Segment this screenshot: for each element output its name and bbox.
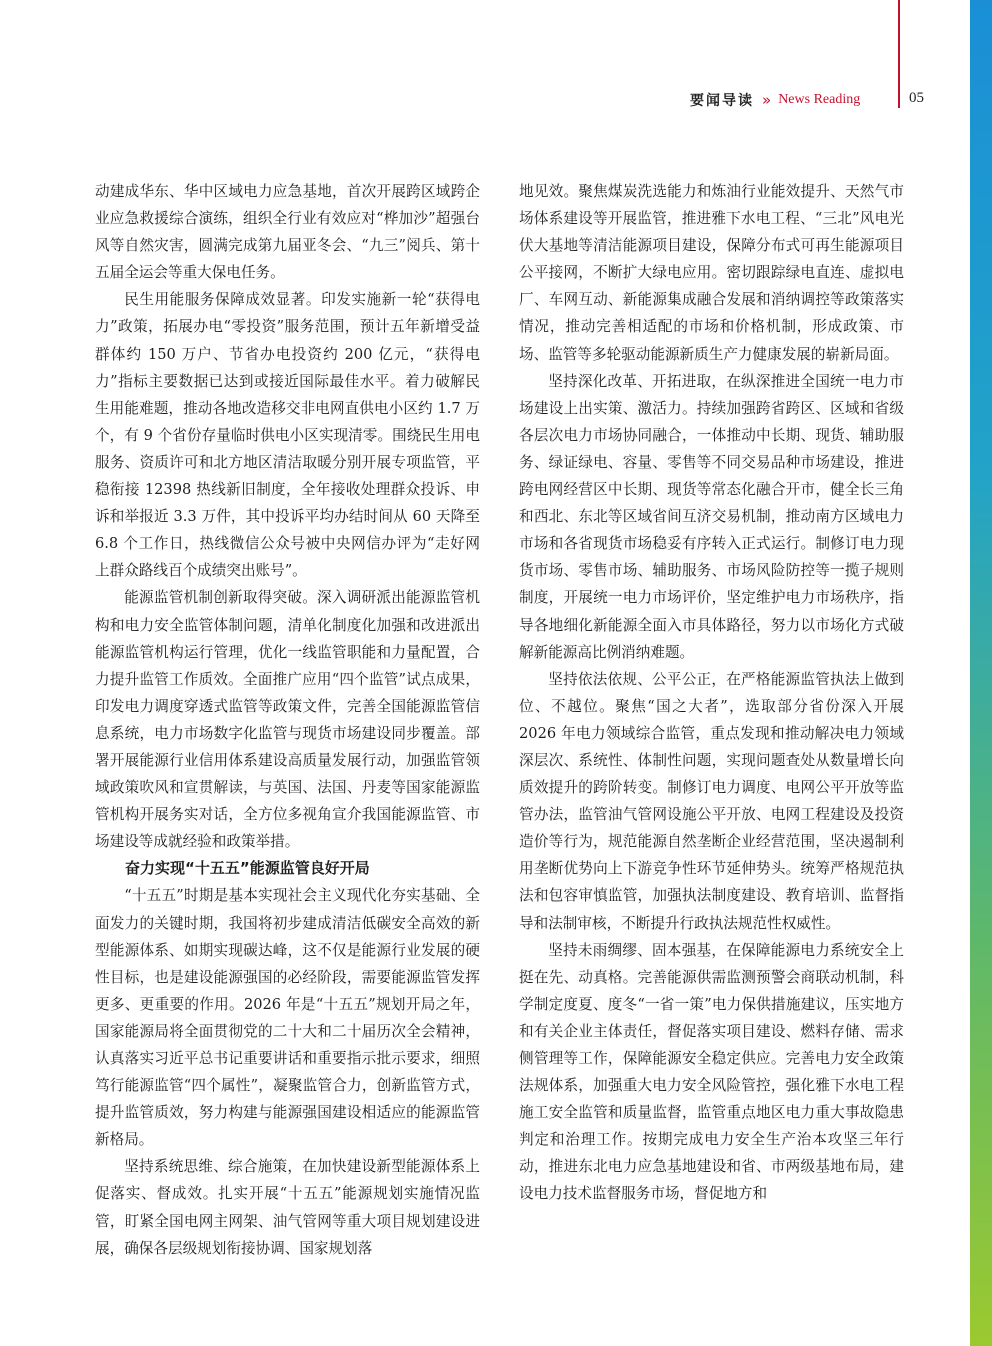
left-column (95, 178, 480, 1262)
paragraph: 能源监管机制创新取得突破。深入调研派出能源监管机构和电力安全监管体制问题，清单化制度化加强和改进派出能源监管机构运行管理，优化一线监管职能和力量配置，合力提升监管工作质效。全面推广应用“四个监管”试点成果，印发电力调度穿透式监管等政策文件，完善全国能源监管信息系统，电力市场数字化监管与现货市场建设同步覆盖。部署开展能源行业信用体系建设高质量发展行动，加强监管领域政策吹风和宣贯解读，与英国、法国、丹麦等国家能源监管机构开展务实对话，全方位多视角宣介我国能源监管、市场建设等成就经验和政策举措。 (95, 589, 480, 851)
paragraph: 民生用能服务保障成效显著。印发实施新一轮“获得电力”政策，拓展办电“零投资”服务范围，预计五年新增受益群体约 150 万户、节省办电投资约 200 亿元，“获得电力”指标主要数据已达到或接近国际最佳水平。着力破解民生用能难题，推动各地改造移交非电网直供电小区约 1.7 万个，有 9 个省份存量临时供电小区实现清零。围绕民生用电服务、资质许可和北方地区清洁取暖分别开展专项监管，平稳衔接 12398 热线新旧制度，全年接收处理群众投诉、申诉和举报近 3.3 万件，其中投诉平均办结时间从 60 天降至 6.8 个工作日，热线微信公众号被中央网信办评为“走好网上群众路线百个成绩突出账号”。 (95, 291, 480, 580)
section-title-english: News Reading (778, 92, 861, 107)
paragraph: 坚持依法依规、公平公正，在严格能源监管执法上做到位、不越位。聚焦“国之大者”，选取部分省份深入开展 2026 年电力领域综合监管，重点发现和推动解决电力领域深层次、系统性、体制性问题，实现问题查处从数量增长向质效提升的跨阶转变。制修订电力调度、电网公平开放等监管办法，监管油气管网设施公平开放、电网工程建设及投资造价等行为，规范能源自然垄断企业经营范围，坚决遏制利用垄断优势向上下游竞争性环节延伸势头。统筹严格规范执法和包容审慎监管，加强执法制度建设、教育培训、监督指导和法制审核，不断提升行政执法规范性权威性。 (519, 670, 904, 932)
paragraph: 坚持系统思维、综合施策，在加快建设新型能源体系上促落实、督成效。扎实开展“十五五”能源规划实施情况监管，盯紧全国电网主网架、油气管网等重大项目规划建设进展，确保各层级规划衔接协调、国家规划落 (95, 1158, 480, 1257)
page-number: 05 (909, 90, 924, 106)
paragraph: 坚持未雨绸缪、固本强基，在保障能源电力系统安全上挺在先、动真格。完善能源供需监测预警会商联动机制，科学制定度夏、度冬“一省一策”电力保供措施建议，压实地方和有关企业主体责任，督促落实项目建设、燃料存储、需求侧管理等工作，保障能源安全稳定供应。完善电力安全政策法规体系，加强重大电力安全风险管控，强化雅下水电工程施工安全监管和质量监督，监管重点地区电力重大事故隐患判定和治理工作。按期完成电力安全生产治本攻坚三年行动，推进东北电力应急基地建设和省、市两级基地布局，建设电力技术监督服务市场，督促地方和 (519, 941, 904, 1203)
right-column (519, 178, 904, 1208)
section-heading: 奋力实现“十五五”能源监管良好开局 (125, 859, 370, 878)
side-color-stripe (970, 0, 992, 1346)
paragraph: 动建成华东、华中区域电力应急基地，首次开展跨区域跨企业应急救援综合演练，组织全行业有效应对“桦加沙”超强台风等自然灾害，圆满完成第九届亚冬会、“九三”阅兵、第十五届全运会等重大保电任务。 (95, 183, 480, 282)
header-divider-rule (898, 0, 900, 108)
section-title: 要闻导读 (690, 93, 754, 109)
paragraph: 坚持深化改革、开拓进取，在纵深推进全国统一电力市场建设上出实策、激活力。持续加强跨省跨区、区域和省级各层次电力市场协同融合，一体推动中长期、现货、辅助服务、绿证绿电、容量、零售等不同交易品种市场建设，推进跨电网经营区中长期、现货等常态化融合开市，健全长三角和西北、东北等区域省间互济交易机制，推动南方区域电力市场和各省现货市场稳妥有序转入正式运行。制修订电力现货市场、零售市场、辅助服务、市场风险防控等一揽子规则制度，开展统一电力市场评价，坚定维护电力市场秩序，指导各地细化新能源全面入市具体路径，努力以市场化方式破解新能源高比例消纳难题。 (519, 372, 904, 661)
paragraph: “十五五”时期是基本实现社会主义现代化夯实基础、全面发力的关键时期，我国将初步建成清洁低碳安全高效的新型能源体系、如期实现碳达峰，这不仅是能源行业发展的硬性目标，也是建设能源强国的必经阶段，需要能源监管发挥更多、更重要的作用。2026 年是“十五五”规划开局之年，国家能源局将全面贯彻党的二十大和二十届历次全会精神，认真落实习近平总书记重要讲话和重要指示批示要求，细照笃行能源监管“四个属性”，凝聚监管合力，创新监管方式，提升监管质效，努力构建与能源强国建设相适应的能源监管新格局。 (95, 887, 480, 1149)
page-header (690, 89, 924, 111)
double-chevron-icon: » (762, 91, 772, 109)
paragraph: 地见效。聚焦煤炭洗选能力和炼油行业能效提升、天然气市场体系建设等开展监管，推进雅下水电工程、“三北”风电光伏大基地等清洁能源项目建设，保障分布式可再生能源项目公平接网，不断扩大绿电应用。密切跟踪绿电直连、虚拟电厂、车网互动、新能源集成融合发展和消纳调控等政策落实情况，推动完善相适配的市场和价格机制，形成政策、市场、监管等多轮驱动能源新质生产力健康发展的崭新局面。 (519, 183, 904, 363)
